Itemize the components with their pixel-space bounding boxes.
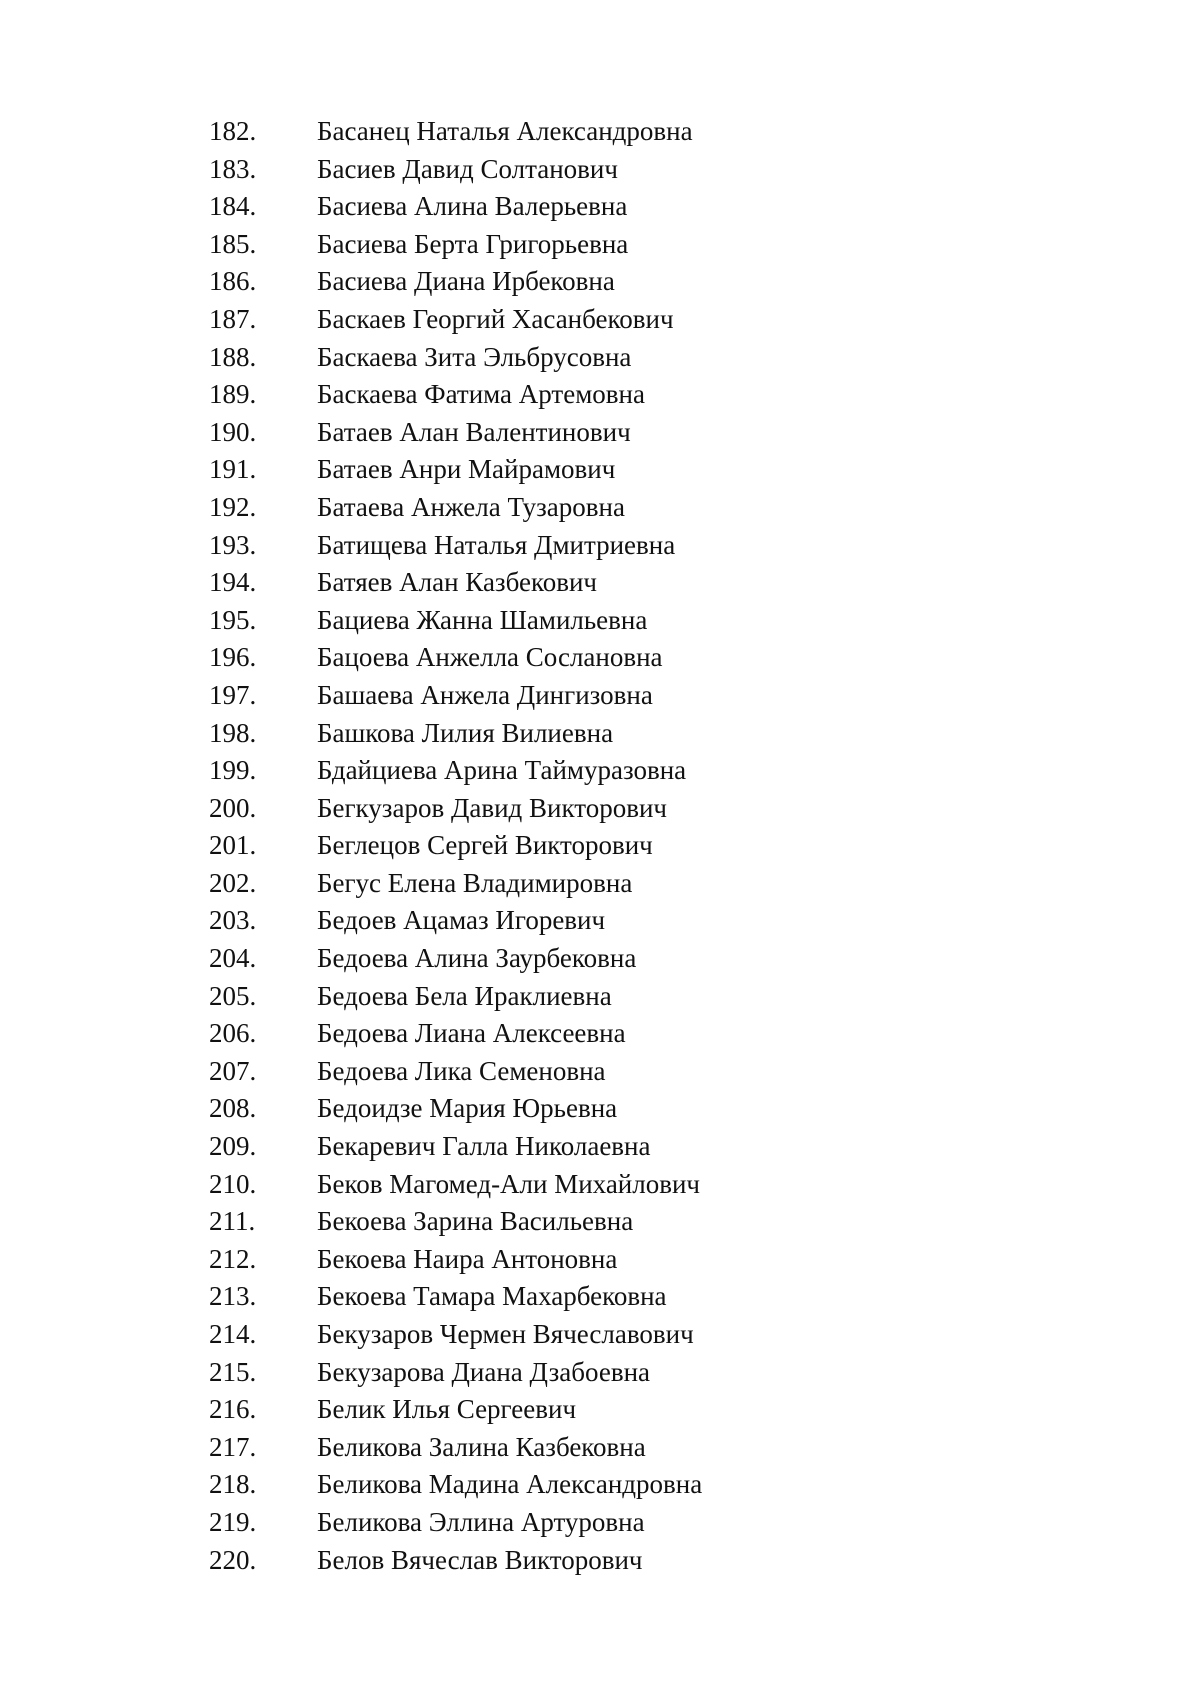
list-item	[209, 564, 702, 602]
list-item	[209, 1429, 702, 1467]
list-item	[209, 1316, 702, 1354]
list-item	[209, 865, 702, 903]
item-number: 209.	[209, 1131, 257, 1162]
list-item	[209, 1504, 702, 1542]
item-number: 182.	[209, 116, 257, 146]
item-number: 207.	[209, 1055, 257, 1086]
list-item	[209, 940, 702, 978]
person-name: Батаев Алан Валентинович	[317, 416, 631, 447]
person-name: Бекузаров Чермен Вячеславович	[317, 1319, 694, 1349]
person-name: Беглецов Сергей Викторович	[317, 830, 653, 861]
list-item	[209, 752, 702, 790]
list-item	[209, 113, 702, 151]
person-name: Бекоева Тамара Махарбековна	[317, 1281, 667, 1312]
list-item	[209, 1542, 702, 1580]
person-name: Батаева Анжела Тузаровна	[317, 491, 625, 522]
person-name: Бегкузаров Давид Викторович	[317, 792, 667, 823]
list-item	[209, 151, 702, 189]
list-item	[209, 715, 702, 753]
item-number: 204.	[209, 943, 257, 974]
item-number: 197.	[209, 679, 257, 710]
person-name: Бедоева Лиана Алексеевна	[317, 1018, 626, 1049]
list-item	[209, 188, 702, 226]
item-number: 195.	[209, 604, 257, 635]
list-item	[209, 414, 702, 452]
person-name: Басиева Берта Григорьевна	[317, 228, 629, 259]
person-name: Бекаревич Галла Николаевна	[317, 1131, 651, 1162]
item-number: 216.	[209, 1394, 257, 1425]
person-name: Беликова Мадина Александровна	[317, 1469, 703, 1500]
list-item	[209, 1128, 702, 1166]
person-name: Бекоева Зарина Васильевна	[317, 1206, 634, 1237]
person-name: Батищева Наталья Дмитриевна	[317, 529, 676, 560]
item-number: 193.	[209, 529, 257, 560]
person-name: Бдайциева Арина Таймуразовна	[317, 755, 687, 786]
list-item	[209, 527, 702, 565]
person-name: Батяев Алан Казбекович	[317, 567, 597, 598]
list-item	[209, 602, 702, 640]
person-name: Басиев Давид Солтанович	[317, 153, 618, 184]
item-number: 196.	[209, 642, 257, 673]
item-number: 189.	[209, 379, 257, 410]
item-number: 212.	[209, 1243, 257, 1274]
item-number: 190.	[209, 416, 257, 447]
person-name: Бедоидзе Мария Юрьевна	[317, 1093, 618, 1124]
item-number: 191.	[209, 454, 257, 485]
person-name: Беликова Эллина Артуровна	[317, 1506, 645, 1537]
item-number: 215.	[209, 1356, 257, 1387]
list-item	[209, 1053, 702, 1091]
list-item	[209, 1354, 702, 1392]
list-item	[209, 827, 702, 865]
item-number: 217.	[209, 1431, 257, 1462]
item-number: 219.	[209, 1506, 257, 1537]
person-name: Баскаева Фатима Артемовна	[317, 379, 645, 410]
person-name: Бедоев Ацамаз Игоревич	[317, 905, 606, 936]
person-name: Баскаев Георгий Хасанбекович	[317, 303, 674, 334]
item-number: 205.	[209, 980, 257, 1011]
item-number: 213.	[209, 1281, 257, 1312]
person-name: Беков Магомед-Али Михайлович	[317, 1168, 701, 1199]
person-name: Бедоева Лика Семеновна	[317, 1055, 606, 1086]
person-name: Бедоева Алина Заурбековна	[317, 943, 637, 974]
list-item	[209, 339, 702, 377]
list-item	[209, 639, 702, 677]
item-number: 214.	[209, 1319, 257, 1349]
item-number: 206.	[209, 1018, 257, 1049]
item-number: 208.	[209, 1093, 257, 1124]
person-name: Башкова Лилия Вилиевна	[317, 717, 614, 748]
person-name: Басиева Диана Ирбековна	[317, 266, 615, 297]
person-name: Белик Илья Сергеевич	[317, 1394, 577, 1425]
item-number: 200.	[209, 792, 257, 823]
person-name: Беликова Залина Казбековна	[317, 1431, 646, 1462]
list-item	[209, 1015, 702, 1053]
person-name: Басиева Алина Валерьевна	[317, 191, 628, 222]
item-number: 220.	[209, 1544, 257, 1575]
item-number: 211.	[209, 1206, 256, 1237]
person-name: Бегус Елена Владимировна	[317, 867, 633, 898]
item-number: 203.	[209, 905, 257, 936]
item-number: 210.	[209, 1168, 257, 1199]
list-item	[209, 489, 702, 527]
list-item	[209, 1090, 702, 1128]
person-name: Белов Вячеслав Викторович	[317, 1544, 643, 1575]
list-item	[209, 1278, 702, 1316]
item-number: 192.	[209, 491, 257, 522]
person-name: Башаева Анжела Дингизовна	[317, 679, 653, 710]
list-item	[209, 790, 702, 828]
list-item	[209, 1241, 702, 1279]
list-item	[209, 1203, 702, 1241]
list-item	[209, 902, 702, 940]
item-number: 185.	[209, 228, 257, 259]
item-number: 199.	[209, 755, 257, 786]
list-item	[209, 226, 702, 264]
item-number: 186.	[209, 266, 257, 297]
person-name: Бекоева Наира Антоновна	[317, 1243, 618, 1274]
person-name: Батаев Анри Майрамович	[317, 454, 616, 485]
item-number: 202.	[209, 867, 257, 898]
list-item	[209, 451, 702, 489]
item-number: 183.	[209, 153, 257, 184]
person-name: Баскаева Зита Эльбрусовна	[317, 341, 632, 372]
list-item	[209, 1466, 702, 1504]
item-number: 194.	[209, 567, 257, 598]
list-item	[209, 978, 702, 1016]
person-name: Бацоева Анжелла Сослановна	[317, 642, 663, 673]
item-number: 187.	[209, 303, 257, 334]
item-number: 188.	[209, 341, 257, 372]
list-item	[209, 263, 702, 301]
item-number: 201.	[209, 830, 257, 861]
list-item	[209, 677, 702, 715]
person-name: Бекузарова Диана Дзабоевна	[317, 1356, 651, 1387]
list-item	[209, 301, 702, 339]
person-name: Бедоева Бела Ираклиевна	[317, 980, 612, 1011]
list-item	[209, 1391, 702, 1429]
person-name: Бациева Жанна Шамильевна	[317, 604, 648, 635]
item-number: 198.	[209, 717, 257, 748]
list-item	[209, 376, 702, 414]
name-list	[209, 113, 702, 1579]
list-item	[209, 1166, 702, 1204]
person-name: Басанец Наталья Александровна	[317, 116, 693, 146]
item-number: 218.	[209, 1469, 257, 1500]
item-number: 184.	[209, 191, 257, 222]
